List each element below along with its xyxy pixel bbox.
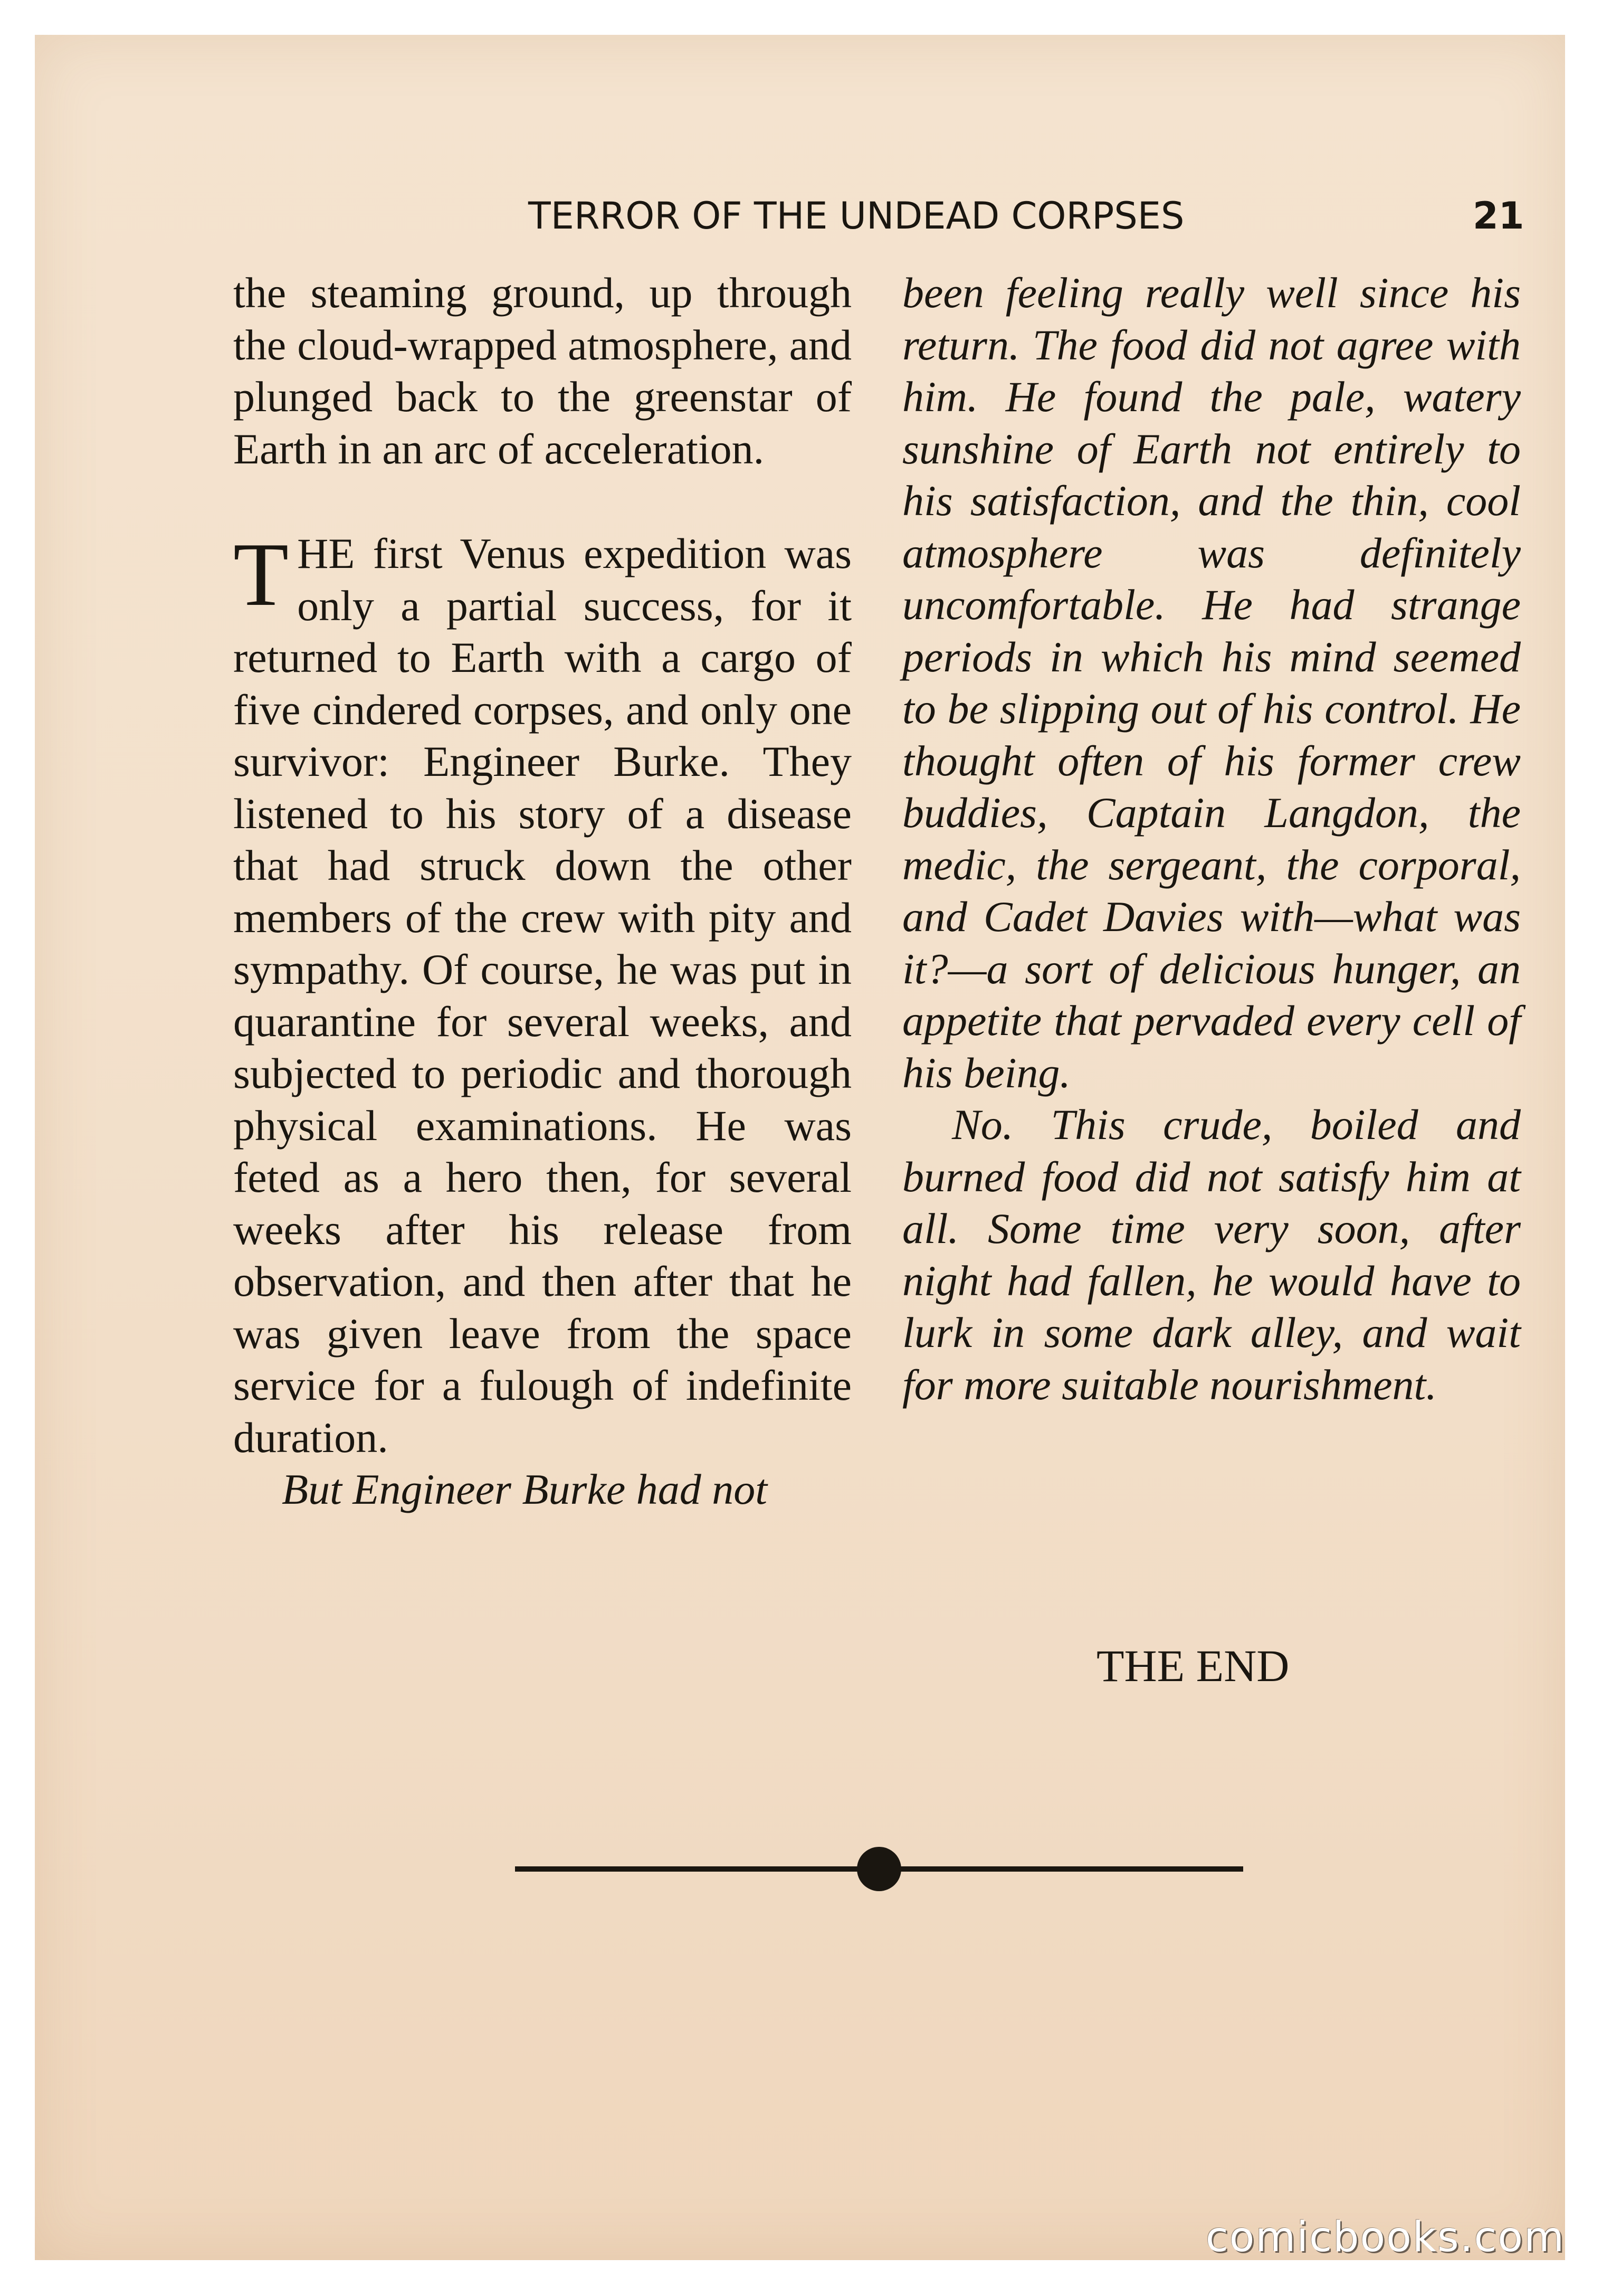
left-paragraph-3: But Engineer Burke had not xyxy=(282,1465,768,1513)
right-paragraph-1: been feeling really well since his return. The food did not agree with him. He found the pale, watery sunshine of Earth not entirely to his satisfaction, and the thin, cool atmosphere was definitely uncomfortable. He had strange periods in which his mind seemed to be slipping out of his control. He thought often of his former crew buddies, Captain Langdon, the medic, the sergeant, the corporal, and Cadet Davies with—what was it?—a sort of delicious hunger, an appetite that pervaded every cell of his being. xyxy=(902,269,1521,1097)
header-title: TERROR OF THE UNDEAD CORPSES xyxy=(528,194,1185,238)
section-break xyxy=(233,475,852,528)
left-column xyxy=(233,267,852,1516)
the-end-label: THE END xyxy=(1096,1640,1290,1691)
left-paragraph-2 xyxy=(233,525,852,1464)
drop-cap: T xyxy=(233,525,289,625)
page-number: 21 xyxy=(1473,194,1524,238)
page-paper xyxy=(35,35,1565,2260)
watermark-text: comicbooks.com xyxy=(1205,2214,1565,2261)
left-paragraph-1: the steaming ground, up through the cloud-wrapped atmosphere, and plunged back to the greenstar of Earth in an arc of acceleration. xyxy=(233,269,852,473)
divider-ornament xyxy=(515,1840,1243,1898)
right-column xyxy=(902,267,1521,1411)
right-paragraph-2: No. This crude, boiled and burned food did not satisfy him at all. Some time very soon, after night had fallen, he would have to lurk in some dark alley, and wait for more suitable nourishment. xyxy=(902,1100,1521,1409)
divider-dot xyxy=(857,1847,901,1891)
left-paragraph-2-text: HE first Venus expedition was only a partial success, for it returned to Earth with a cargo of five cindered corpses, and only one survivor: Engineer Burke. They listened to his story of a disease that had struck down the other members of the crew with pity and sympathy. Of course, he was put in quarantine for several weeks, and subjected to periodic and thorough physical examinations. He was feted as a hero then, for several weeks after his release from observation, and then after that he was given leave from the space service for a fulough of indefinite duration. xyxy=(233,529,852,1462)
